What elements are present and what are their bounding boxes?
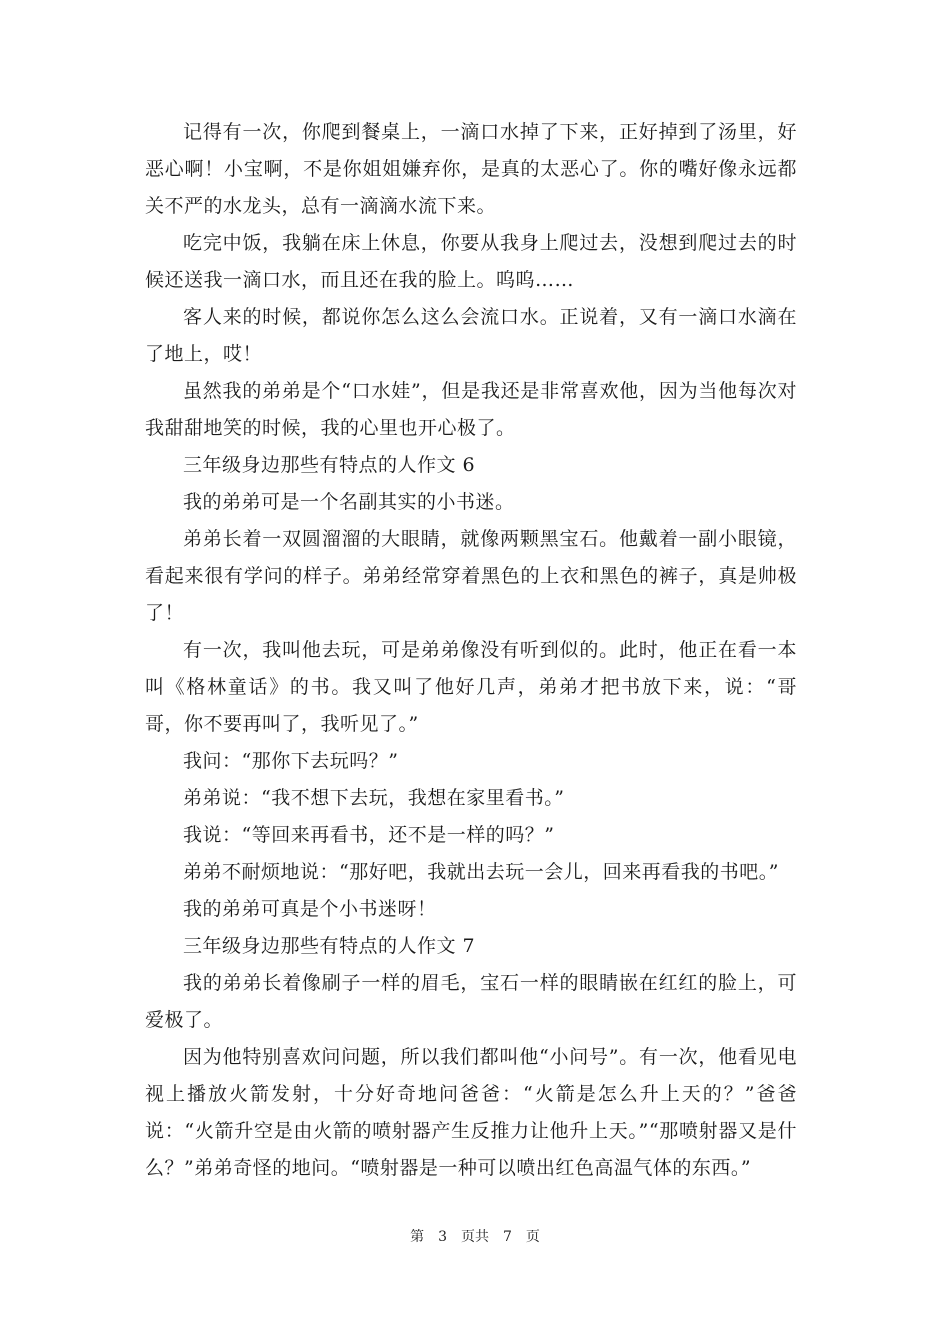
page-footer — [0, 1226, 950, 1246]
paragraph: 我的弟弟可是一个名副其实的小书迷。 — [183, 491, 515, 513]
document-body — [145, 114, 797, 1187]
paragraph: 我说：“等回来再看书，还不是一样的吗？” — [183, 824, 555, 846]
footer-total-pages: 7 — [503, 1229, 512, 1245]
paragraph: 弟弟说：“我不想下去玩，我想在家里看书。” — [183, 787, 565, 809]
paragraph: 记得有一次，你爬到餐桌上，一滴口水掉了下来，正好掉到了汤里，好恶心啊！小宝啊，不是你姐姐嫌弃你，是真的太恶心了。你的嘴好像永远都关不严的水龙头，总有一滴滴水流下来。 — [145, 121, 797, 217]
paragraph: 有一次，我叫他去玩，可是弟弟像没有听到似的。此时，他正在看一本叫《格林童话》的书。我又叫了他好几声，弟弟才把书放下来，说：“哥哥，你不要再叫了，我听见了。” — [145, 639, 797, 735]
paragraph: 弟弟长着一双圆溜溜的大眼睛，就像两颗黑宝石。他戴着一副小眼镜，看起来很有学问的样子。弟弟经常穿着黑色的上衣和黑色的裤子，真是帅极了！ — [145, 528, 797, 624]
paragraph: 我的弟弟可真是个小书迷呀！ — [183, 898, 437, 920]
footer-middle: 页共 — [461, 1229, 489, 1245]
paragraph: 弟弟不耐烦地说：“那好吧，我就出去玩一会儿，回来再看我的书吧。” — [183, 861, 779, 883]
paragraph: 我问：“那你下去玩吗？” — [183, 750, 399, 772]
footer-suffix: 页 — [525, 1229, 540, 1245]
section-heading: 三年级身边那些有特点的人作文 7 — [183, 935, 476, 957]
paragraph: 客人来的时候，都说你怎么这么会流口水。正说着，又有一滴口水滴在了地上，哎！ — [145, 306, 797, 365]
paragraph: 吃完中饭，我躺在床上休息，你要从我身上爬过去，没想到爬过去的时候还送我一滴口水，而且还在我的脸上。呜呜…… — [145, 232, 797, 291]
paragraph: 虽然我的弟弟是个“口水娃”，但是我还是非常喜欢他，因为当他每次对我甜甜地笑的时候，我的心里也开心极了。 — [145, 380, 797, 439]
section-heading: 三年级身边那些有特点的人作文 6 — [183, 454, 476, 476]
paragraph: 我的弟弟长着像刷子一样的眉毛，宝石一样的眼睛嵌在红红的脸上，可爱极了。 — [145, 972, 797, 1031]
footer-current-page: 3 — [438, 1229, 447, 1245]
footer-prefix: 第 — [410, 1229, 425, 1245]
paragraph: 因为他特别喜欢问问题，所以我们都叫他“小问号”。有一次，他看见电视上播放火箭发射，十分好奇地问爸爸：“火箭是怎么升上天的？”爸爸说：“火箭升空是由火箭的喷射器产生反推力让他升上天。”“那喷射器又是什么？”弟弟奇怪的地问。“喷射器是一种可以喷出红色高温气体的东西。” — [145, 1046, 797, 1179]
